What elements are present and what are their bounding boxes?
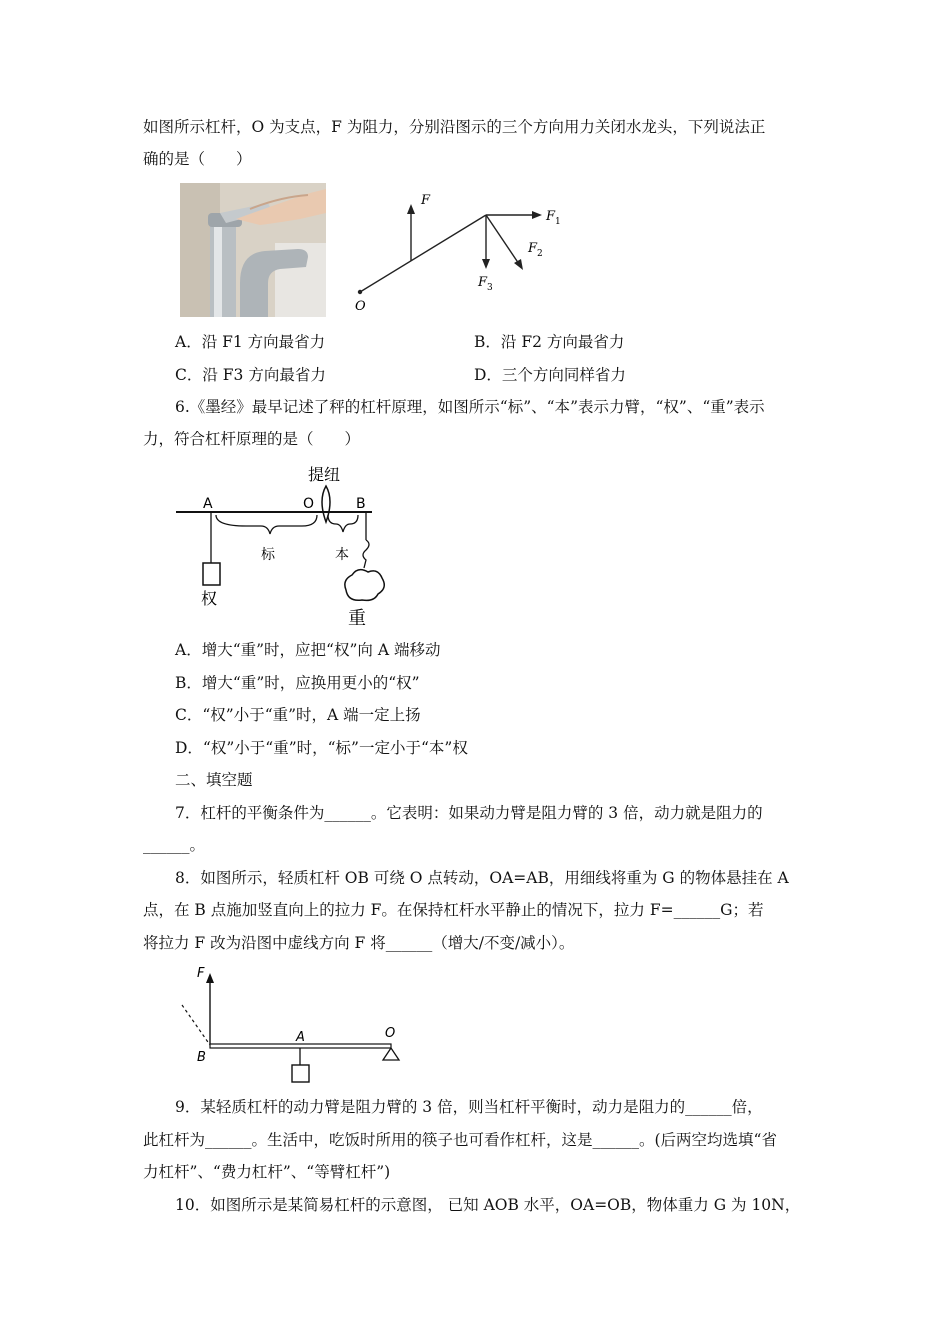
q6-stem-line1: 6.《墨经》最早记述了秤的杠杆原理，如图所示“标”、“本”表示力臂，“权”、“重”表示 xyxy=(175,398,765,416)
label-ben: 本 xyxy=(335,547,349,563)
q9-line2: 此杠杆为______。生活中，吃饭时所用的筷子也可看作杠杆，这是______。(后两空均选填“省 xyxy=(143,1131,777,1149)
faucet-photo xyxy=(180,183,326,317)
label-zhong: 重 xyxy=(348,608,366,629)
label-biao: 标 xyxy=(261,547,275,563)
q5-label-F: F xyxy=(421,193,431,208)
q8-lever-diagram xyxy=(175,963,415,1088)
q5-label-O: O xyxy=(355,299,366,314)
label-A: A xyxy=(203,496,213,512)
q8-label-F: F xyxy=(197,966,205,981)
q5-option-d[interactable]: D．三个方向同样省力 xyxy=(474,366,626,384)
label-O: O xyxy=(303,496,315,512)
q5-force-diagram xyxy=(350,186,570,316)
q6-option-b[interactable]: B．增大“重”时，应换用更小的“权” xyxy=(175,674,420,692)
q5-stem-line1: 如图所示杠杆，O 为支点，F 为阻力，分别沿图示的三个方向用力关闭水龙头，下列说法正 xyxy=(143,118,766,136)
q6-option-d[interactable]: D．“权”小于“重”时，“标”一定小于“本”权 xyxy=(175,739,468,757)
q8-label-A: A xyxy=(296,1030,305,1045)
q5-stem-line2: 确的是（ ） xyxy=(143,150,252,168)
q5-label-F3-sub: 3 xyxy=(487,283,493,293)
q7-line1: 7．杠杆的平衡条件为______。它表明：如果动力臂是阻力臂的 3 倍，动力就是阻力的 xyxy=(175,804,763,822)
q8-line2: 点，在 B 点施加竖直向上的拉力 F。在保持杠杆水平静止的情况下，拉力 F=______G；若 xyxy=(143,901,764,919)
q10-line1: 10．如图所示是某简易杠杆的示意图， 已知 AOB 水平，OA=OB，物体重力 G 为 10N， xyxy=(175,1196,801,1214)
q5-label-F1: F xyxy=(546,209,556,224)
label-B: B xyxy=(356,496,366,512)
q8-line1: 8．如图所示，轻质杠杆 OB 可绕 O 点转动，OA=AB，用细线将重为 G 的物体悬挂在 A xyxy=(175,869,789,887)
q5-label-F3: F xyxy=(478,275,488,290)
q8-label-B: B xyxy=(197,1050,206,1065)
q5-label-F2: F xyxy=(528,241,538,256)
q8-label-O: O xyxy=(385,1026,396,1041)
q5-option-a[interactable]: A．沿 F1 方向最省力 xyxy=(175,333,326,351)
label-quan: 权 xyxy=(201,589,218,608)
steelyard-diagram xyxy=(176,460,386,630)
q9-line3: 力杠杆”、“费力杠杆”、“等臂杠杆”) xyxy=(143,1163,391,1181)
q5-option-c[interactable]: C．沿 F3 方向最省力 xyxy=(175,366,326,384)
q9-line1: 9．某轻质杠杆的动力臂是阻力臂的 3 倍，则当杠杆平衡时，动力是阻力的______倍， xyxy=(175,1098,763,1116)
q6-option-c[interactable]: C．“权”小于“重”时，A 端一定上扬 xyxy=(175,706,421,724)
q7-line2: ______。 xyxy=(143,836,206,854)
q5-label-F2-sub: 2 xyxy=(537,249,543,259)
label-tini: 提纽 xyxy=(308,465,341,484)
section-fill-in-title: 二、填空题 xyxy=(175,771,253,789)
q5-option-b[interactable]: B．沿 F2 方向最省力 xyxy=(474,333,625,351)
q5-label-F1-sub: 1 xyxy=(555,217,561,227)
q8-line3: 将拉力 F 改为沿图中虚线方向 F 将______（增大/不变/减小）。 xyxy=(143,934,575,952)
q6-option-a[interactable]: A．增大“重”时，应把“权”向 A 端移动 xyxy=(175,641,441,659)
q6-stem-line2: 力，符合杠杆原理的是（ ） xyxy=(143,430,361,448)
